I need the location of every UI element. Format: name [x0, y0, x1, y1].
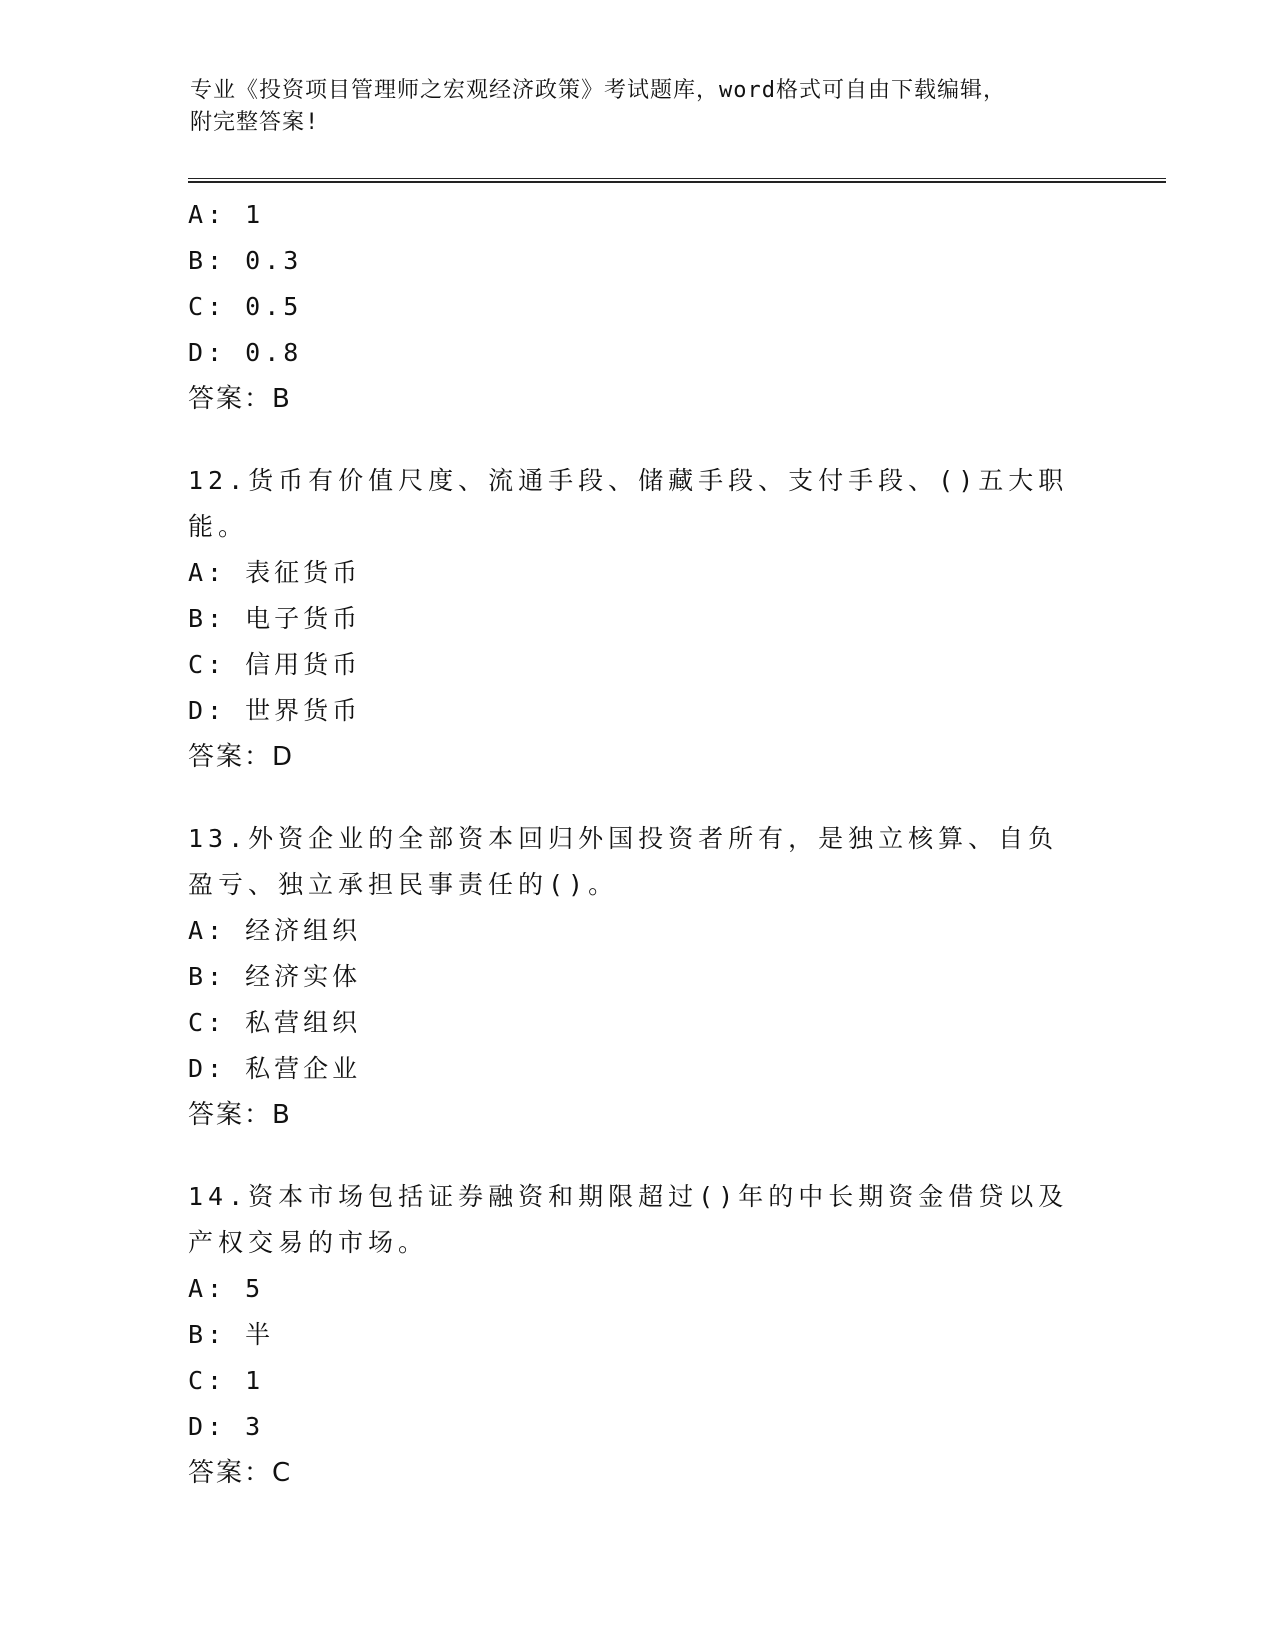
- question-block-14: [188, 1174, 1088, 1496]
- option-a: A: 表征货币: [188, 558, 362, 587]
- option-d: D: 私营企业: [188, 1054, 362, 1083]
- question-text: 14.资本市场包括证券融资和期限超过()年的中长期资金借贷以及产权交易的市场。: [188, 1182, 1069, 1257]
- answer: 答案：B: [188, 1100, 292, 1130]
- question-block-12: [188, 458, 1088, 780]
- option-b: B: 0.3: [188, 246, 303, 275]
- question-list: [188, 192, 1088, 1496]
- option-b: B: 电子货币: [188, 604, 362, 633]
- option-c: C: 1: [188, 1366, 265, 1395]
- option-d: D: 世界货币: [188, 696, 362, 725]
- option-b: B: 半: [188, 1320, 275, 1349]
- option-a: A: 经济组织: [188, 916, 362, 945]
- option-c: C: 私营组织: [188, 1008, 362, 1037]
- question-text: 12.货币有价值尺度、流通手段、储藏手段、支付手段、()五大职能。: [188, 466, 1069, 541]
- header-divider: [188, 178, 1166, 183]
- option-d: D: 0.8: [188, 338, 303, 367]
- question-text: 13.外资企业的全部资本回归外国投资者所有，是独立核算、自负盈亏、独立承担民事责任的()。: [188, 824, 1059, 899]
- option-d: D: 3: [188, 1412, 265, 1441]
- option-a: A: 5: [188, 1274, 265, 1303]
- option-c: C: 信用货币: [188, 650, 362, 679]
- option-b: B: 经济实体: [188, 962, 362, 991]
- header-title-line-1: 专业《投资项目管理师之宏观经济政策》考试题库，word格式可自由下载编辑，: [190, 78, 1006, 103]
- option-c: C: 0.5: [188, 292, 303, 321]
- option-a: A: 1: [188, 200, 265, 229]
- answer: 答案：C: [188, 1458, 293, 1488]
- question-block-13: [188, 816, 1088, 1138]
- question-block-11: [188, 192, 1088, 422]
- header-title-line-2: 附完整答案!: [190, 110, 320, 135]
- document-header: [190, 75, 1090, 139]
- answer: 答案：D: [188, 742, 295, 772]
- answer: 答案：B: [188, 384, 292, 414]
